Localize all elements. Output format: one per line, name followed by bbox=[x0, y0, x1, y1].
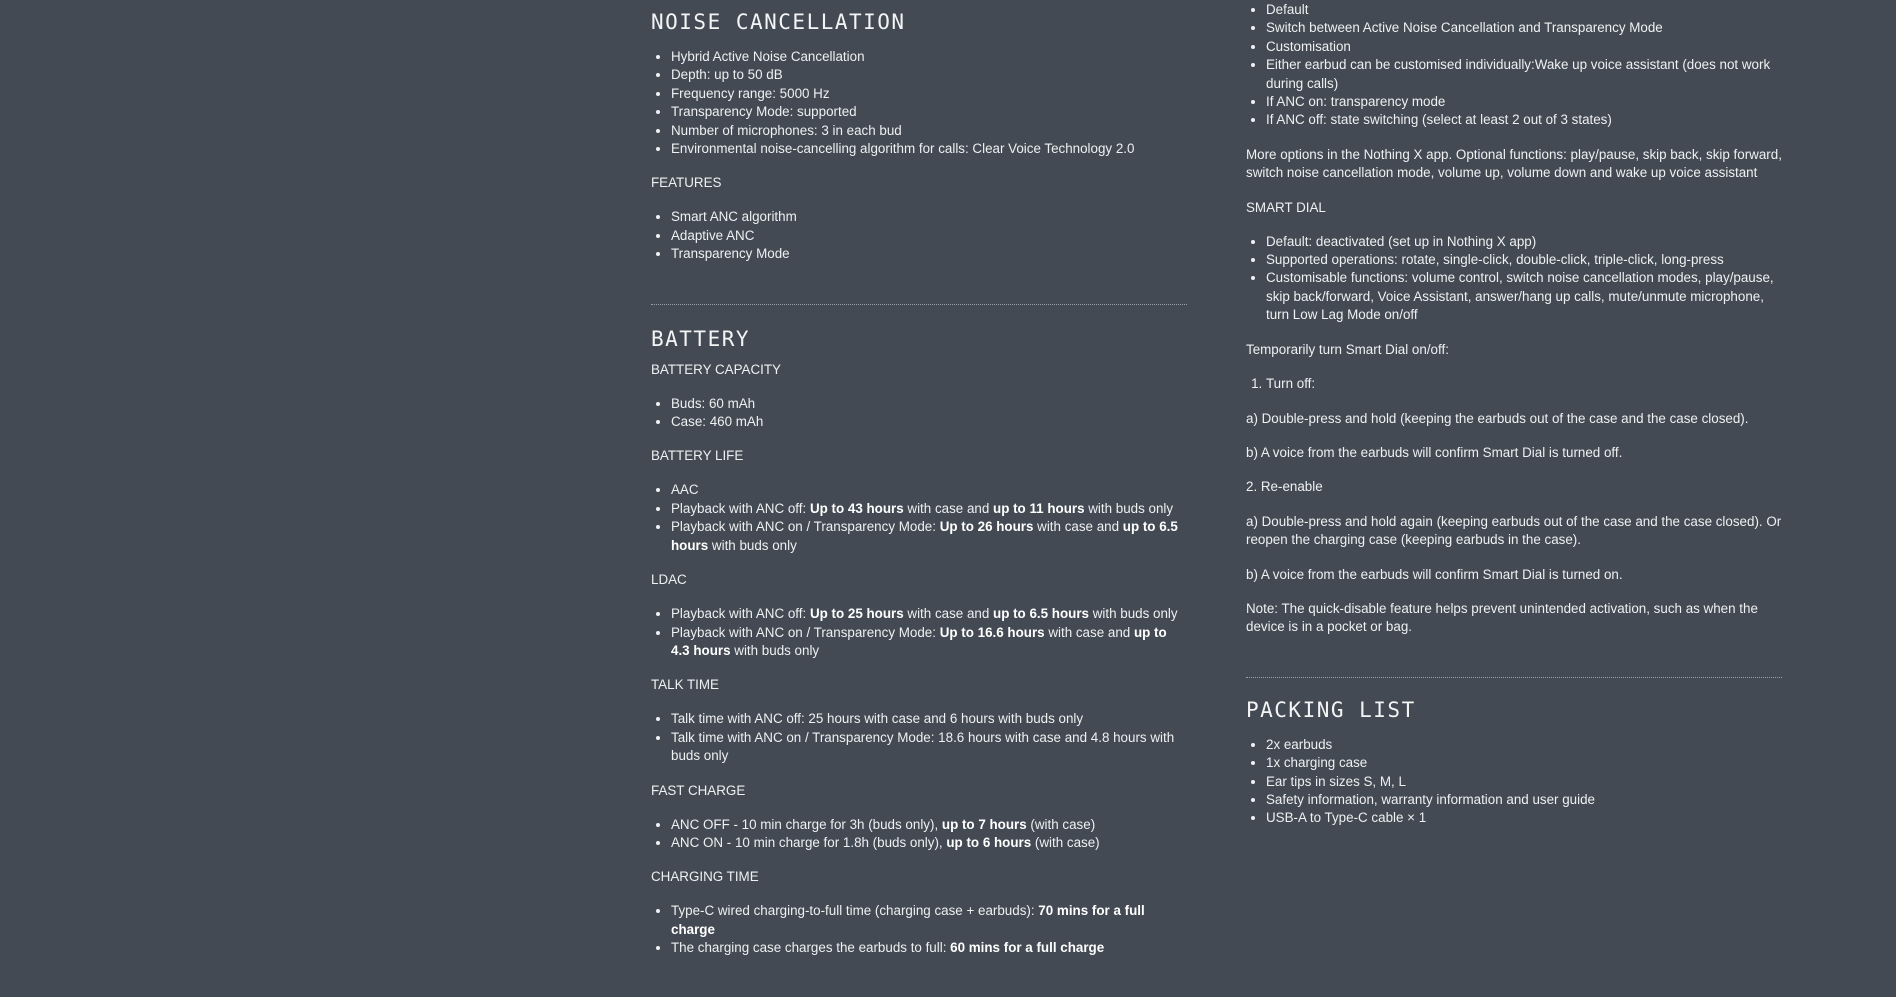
list-item: • Talk time with ANC on / Transparency Mode: 18.6 hours with case and 4.8 hours with buds only bbox=[671, 729, 1187, 766]
step-text: 2. Re-enable bbox=[1246, 479, 1323, 495]
battery-capacity-list bbox=[651, 395, 1187, 432]
talk-time-list bbox=[651, 710, 1187, 765]
list-item: • 2x earbuds bbox=[1266, 736, 1782, 754]
list-item: • Ear tips in sizes S, M, L bbox=[1266, 773, 1782, 791]
list-item: • Playback with ANC off: Up to 25 hours with case and up to 6.5 hours with buds only bbox=[671, 605, 1187, 623]
step-text: a) Double-press and hold (keeping the earbuds out of the case and the case closed). bbox=[1246, 410, 1749, 426]
list-item: • Hybrid Active Noise Cancellation bbox=[671, 48, 1187, 66]
battery-capacity-heading: BATTERY CAPACITY bbox=[651, 361, 781, 377]
list-item: • Transparency Mode: supported bbox=[671, 103, 1187, 121]
packing-list-title: PACKING LIST bbox=[1246, 697, 1416, 722]
list-item: • ANC ON - 10 min charge for 1.8h (buds only), up to 6 hours (with case) bbox=[671, 834, 1187, 852]
list-item: • Environmental noise-cancelling algorithm for calls: Clear Voice Technology 2.0 bbox=[671, 140, 1187, 158]
charging-time-list bbox=[651, 902, 1187, 957]
battery-life-heading: BATTERY LIFE bbox=[651, 448, 744, 464]
list-item: • Number of microphones: 3 in each bud bbox=[671, 122, 1187, 140]
list-item: • Default bbox=[1266, 1, 1782, 19]
list-item: • USB-A to Type-C cable × 1 bbox=[1266, 809, 1782, 827]
list-item: • Customisation bbox=[1266, 38, 1782, 56]
smart-dial-heading: SMART DIAL bbox=[1246, 199, 1326, 215]
list-item: • Playback with ANC off: Up to 43 hours with case and up to 11 hours with buds only bbox=[671, 500, 1187, 518]
controls-list bbox=[1246, 1, 1782, 130]
list-item: • ANC OFF - 10 min charge for 3h (buds only), up to 7 hours (with case) bbox=[671, 816, 1187, 834]
packing-list bbox=[1246, 736, 1782, 828]
list-item: • Type-C wired charging-to-full time (charging case + earbuds): 70 mins for a full charge bbox=[671, 902, 1187, 939]
battery-title: BATTERY bbox=[651, 326, 751, 351]
step-text: b) A voice from the earbuds will confirm Smart Dial is turned on. bbox=[1246, 566, 1623, 582]
list-item: • Playback with ANC on / Transparency Mode: Up to 26 hours with case and up to 6.5 hours with buds only bbox=[671, 518, 1187, 555]
ldac-heading: LDAC bbox=[651, 572, 687, 588]
smart-dial-toggle-text: Temporarily turn Smart Dial on/off: bbox=[1246, 341, 1449, 357]
ldac-list bbox=[651, 605, 1187, 660]
list-item: • Switch between Active Noise Cancellation and Transparency Mode bbox=[1266, 19, 1782, 37]
list-item: • If ANC on: transparency mode bbox=[1266, 93, 1782, 111]
list-item: • Frequency range: 5000 Hz bbox=[671, 85, 1187, 103]
list-item: • Safety information, warranty information and user guide bbox=[1266, 791, 1782, 809]
smart-dial-list bbox=[1246, 233, 1782, 325]
noise-cancellation-title: NOISE CANCELLATION bbox=[651, 10, 906, 34]
smart-dial-note: Note: The quick-disable feature helps prevent unintended activation, such as when the device is in a pocket or bag. bbox=[1246, 600, 1758, 635]
step-text: b) A voice from the earbuds will confirm Smart Dial is turned off. bbox=[1246, 444, 1623, 460]
list-item: • Adaptive ANC bbox=[671, 227, 1187, 245]
fast-charge-heading: FAST CHARGE bbox=[651, 782, 746, 798]
list-item: • Supported operations: rotate, single-click, double-click, triple-click, long-press bbox=[1266, 251, 1782, 269]
list-item: • The charging case charges the earbuds to full: 60 mins for a full charge bbox=[671, 939, 1187, 957]
list-item: • Customisable functions: volume control, switch noise cancellation modes, play/pause, skip back/forward, Voice Assistant, answer/hang up calls, mute/unmute microphone, turn Low Lag Mode on/off bbox=[1266, 269, 1782, 324]
section-divider bbox=[1246, 677, 1782, 678]
noise-cancellation-list bbox=[651, 48, 1187, 158]
list-item: • Default: deactivated (set up in Nothing X app) bbox=[1266, 233, 1782, 251]
smart-dial-step-list bbox=[1246, 375, 1782, 393]
list-item: • Playback with ANC on / Transparency Mode: Up to 16.6 hours with case and up to 4.3 hours with buds only bbox=[671, 624, 1187, 661]
list-item: • Smart ANC algorithm bbox=[671, 208, 1187, 226]
list-item: • Either earbud can be customised individually:Wake up voice assistant (does not work during calls) bbox=[1266, 56, 1782, 93]
list-item: • Case: 460 mAh bbox=[671, 413, 1187, 431]
section-divider bbox=[651, 304, 1187, 305]
features-list bbox=[651, 208, 1187, 263]
list-item: 1. Turn off: bbox=[1266, 375, 1782, 393]
list-item: • Talk time with ANC off: 25 hours with case and 6 hours with buds only bbox=[671, 710, 1187, 728]
left-column bbox=[651, 0, 1187, 997]
list-item: • 1x charging case bbox=[1266, 754, 1782, 772]
fast-charge-list bbox=[651, 816, 1187, 853]
list-item: • Transparency Mode bbox=[671, 245, 1187, 263]
talk-time-heading: TALK TIME bbox=[651, 677, 719, 693]
aac-list bbox=[651, 481, 1187, 555]
more-options-text: More options in the Nothing X app. Optional functions: play/pause, skip back, skip forward, switch noise cancellation mode, volume up, volume down and wake up voice assistant bbox=[1246, 146, 1782, 181]
features-heading: FEATURES bbox=[651, 175, 722, 191]
list-item: • If ANC off: state switching (select at least 2 out of 3 states) bbox=[1266, 111, 1782, 129]
list-item: • Depth: up to 50 dB bbox=[671, 66, 1187, 84]
right-column bbox=[1246, 0, 1782, 828]
charging-time-heading: CHARGING TIME bbox=[651, 869, 759, 885]
step-text: a) Double-press and hold again (keeping earbuds out of the case and the case closed). Or reopen the charging case (keeping earbuds in the case). bbox=[1246, 513, 1782, 548]
list-item: • Buds: 60 mAh bbox=[671, 395, 1187, 413]
aac-label: • AAC bbox=[671, 481, 1187, 499]
